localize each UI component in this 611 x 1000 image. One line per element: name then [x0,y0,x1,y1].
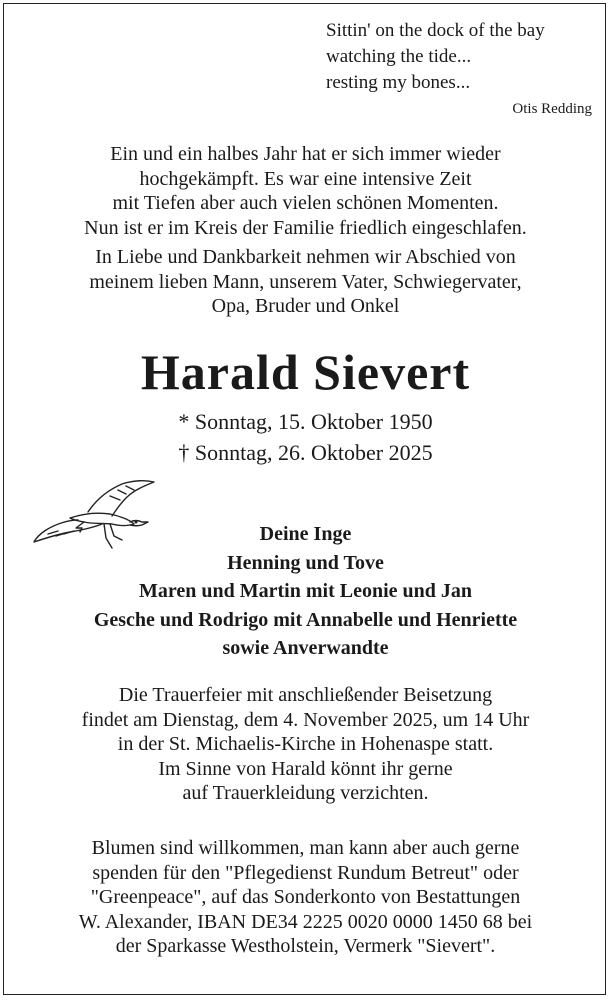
text-line: "Greenpeace", auf das Sonderkonto von Bestattungen [90,886,521,908]
quote-author: Otis Redding [512,101,592,117]
family-member: Deine Inge [259,523,352,545]
text-line: der Sparkasse Westholstein, Vermerk "Sievert". [115,935,496,957]
text-line: auf Trauerkleidung verzichten. [182,782,429,804]
text-line: Ein und ein halbes Jahr hat er sich immer wieder [110,143,501,165]
text-line: in der St. Michaelis-Kirche in Hohenaspe statt. [117,733,494,755]
deceased-name: Harald Sievert [140,344,471,400]
text-line: Die Trauerfeier mit anschließender Beisetzung [118,684,493,706]
family-member: Gesche und Rodrigo mit Annabelle und Henriette [93,608,518,631]
intro-paragraph [10,142,601,240]
epigraph-quote [326,18,596,120]
text-line: findet am Dienstag, dem 4. November 2025, um 14 Uhr [81,708,530,731]
text-line: In Liebe und Dankbarkeit nehmen wir Abschied von [95,246,516,268]
family-member: Henning und Tove [227,551,384,574]
quote-line: resting my bones... [326,72,471,93]
text-line: Im Sinne von Harald könnt ihr gerne [158,757,453,780]
service-paragraph [10,683,601,806]
text-line: Blumen sind willkommen, man kann aber auch gerne [91,837,520,859]
text-line: Opa, Bruder und Onkel [211,295,400,317]
birth-date: * Sonntag, 15. Oktober 1950 [178,409,433,434]
quote-line: watching the tide... [326,46,472,67]
death-date: † Sonntag, 26. Oktober 2025 [178,440,433,465]
family-member: sowie Anverwandte [222,637,389,659]
donation-paragraph [10,836,601,959]
text-line: W. Alexander, IBAN DE34 2225 0020 0000 1450 68 bei [78,910,533,933]
family-member: Maren und Martin mit Leonie und Jan [139,580,472,602]
text-line: mit Tiefen aber auch vielen schönen Momenten. [112,192,499,214]
family-list [10,520,601,663]
text-line: hochgekämpft. Es war eine intensive Zeit [139,167,472,190]
text-line: spenden für den "Pflegedienst Rundum Betreut" oder [92,861,519,884]
quote-line: Sittin' on the dock of the bay [326,20,545,41]
life-dates [10,406,601,468]
text-line: Nun ist er im Kreis der Familie friedlich eingeschlafen. [84,216,527,239]
farewell-paragraph [10,245,601,319]
text-line: meinem lieben Mann, unserem Vater, Schwiegervater, [89,270,522,293]
